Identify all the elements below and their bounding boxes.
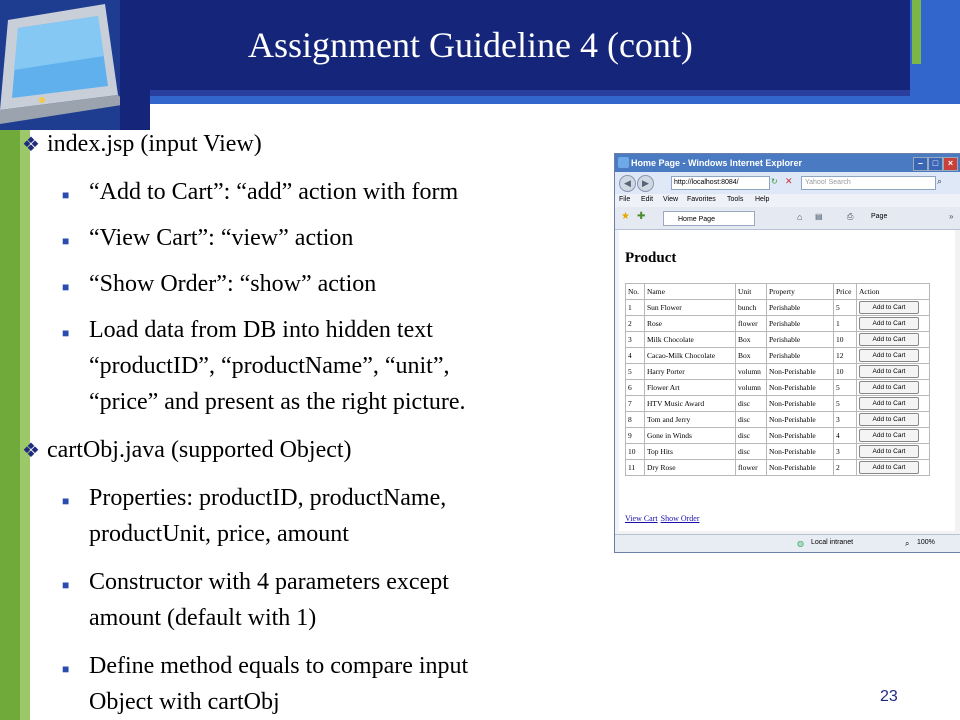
cell-unit: bunch [736, 300, 767, 316]
print-icon[interactable]: ⎙ [847, 212, 854, 221]
forward-icon[interactable]: ▶ [637, 175, 654, 192]
menu-file[interactable]: File [619, 196, 631, 203]
cell-price: 1 [834, 316, 857, 332]
table-row [626, 348, 930, 364]
menu-bar [615, 194, 960, 207]
back-icon[interactable]: ◀ [619, 175, 636, 192]
cell-no: 1 [626, 300, 645, 316]
cell-name: Top Hits [645, 444, 736, 460]
page-number: 23 [880, 688, 898, 705]
cell-unit: volumn [736, 380, 767, 396]
table-row [626, 332, 930, 348]
zoom-level[interactable]: 100% [917, 539, 935, 546]
ie-logo-icon [618, 157, 629, 168]
zoom-icon[interactable]: ⌕ [905, 539, 910, 548]
status-bar [615, 534, 960, 553]
table-row [626, 380, 930, 396]
square-bullet-icon: ■ [62, 662, 70, 676]
add-to-cart-button[interactable]: Add to Cart [859, 381, 919, 394]
cell-name: Rose [645, 316, 736, 332]
cell-price: 5 [834, 396, 857, 412]
cell-no: 6 [626, 380, 645, 396]
favorites-star-icon[interactable]: ★ [621, 211, 630, 222]
bullet-view-cart: “View Cart”: “view” action [89, 225, 354, 251]
square-bullet-icon: ■ [62, 326, 70, 340]
square-bullet-icon: ■ [62, 578, 70, 592]
cell-unit: disc [736, 444, 767, 460]
tab-bar [615, 207, 960, 230]
cell-action [857, 460, 930, 476]
bullet-load-data-line3: “price” and present as the right picture. [89, 389, 466, 415]
cell-price: 10 [834, 332, 857, 348]
table-row [626, 300, 930, 316]
cell-name: Harry Porter [645, 364, 736, 380]
slide-title: Assignment Guideline 4 (cont) [248, 25, 693, 65]
cell-action [857, 364, 930, 380]
table-row [626, 364, 930, 380]
search-icon[interactable]: ⌕ [937, 176, 943, 186]
cell-name: Milk Chocolate [645, 332, 736, 348]
cell-property: Non-Perishable [767, 380, 834, 396]
show-order-link[interactable]: Show Order [660, 514, 700, 523]
menu-view[interactable]: View [663, 196, 679, 203]
table-row [626, 396, 930, 412]
cell-no: 10 [626, 444, 645, 460]
cell-property: Perishable [767, 316, 834, 332]
cell-no: 3 [626, 332, 645, 348]
cell-action [857, 348, 930, 364]
cell-name: Gone in Winds [645, 428, 736, 444]
add-to-cart-button[interactable]: Add to Cart [859, 349, 919, 362]
cell-price: 5 [834, 380, 857, 396]
cell-property: Non-Perishable [767, 428, 834, 444]
cell-no: 11 [626, 460, 645, 476]
cell-price: 3 [834, 444, 857, 460]
view-cart-link[interactable]: View Cart [625, 514, 658, 523]
cell-price: 2 [834, 460, 857, 476]
cell-name: Sun Flower [645, 300, 736, 316]
table-row [626, 460, 930, 476]
add-to-cart-button[interactable]: Add to Cart [859, 333, 919, 346]
add-to-cart-button[interactable]: Add to Cart [859, 397, 919, 410]
bullet-index-jsp: index.jsp (input View) [47, 131, 262, 157]
bullet-constructor-line2: amount (default with 1) [89, 605, 317, 631]
tab-home-page[interactable]: Home Page [663, 211, 755, 226]
close-icon[interactable]: × [943, 157, 958, 171]
col-price: Price [834, 284, 857, 300]
cell-no: 2 [626, 316, 645, 332]
cell-unit: disc [736, 396, 767, 412]
browser-page [619, 230, 955, 531]
feeds-icon[interactable]: ▤ [815, 212, 823, 221]
product-table [625, 283, 930, 476]
cell-unit: disc [736, 412, 767, 428]
cell-action [857, 396, 930, 412]
menu-favorites[interactable]: Favorites [687, 196, 716, 203]
globe-icon: ◍ [797, 539, 804, 548]
stop-icon[interactable]: ✕ [785, 176, 793, 186]
diamond-bullet-icon: ❖ [22, 134, 40, 156]
add-to-cart-button[interactable]: Add to Cart [859, 301, 919, 314]
add-to-cart-button[interactable]: Add to Cart [859, 365, 919, 378]
home-icon[interactable]: ⌂ [797, 212, 803, 222]
more-icon[interactable]: » [949, 212, 954, 221]
menu-help[interactable]: Help [755, 196, 770, 203]
add-to-cart-button[interactable]: Add to Cart [859, 429, 919, 442]
menu-edit[interactable]: Edit [641, 196, 654, 203]
cell-unit: flower [736, 460, 767, 476]
browser-title-bar [615, 154, 960, 172]
browser-screenshot [614, 153, 960, 553]
cell-property: Perishable [767, 348, 834, 364]
square-bullet-icon: ■ [62, 280, 70, 294]
cell-action [857, 412, 930, 428]
bullet-constructor-line1: Constructor with 4 parameters except [89, 569, 449, 595]
diamond-bullet-icon: ❖ [22, 440, 40, 462]
refresh-icon[interactable]: ↻ [771, 177, 778, 186]
table-row [626, 316, 930, 332]
cell-price: 12 [834, 348, 857, 364]
table-row [626, 444, 930, 460]
cell-name: Flower Art [645, 380, 736, 396]
maximize-icon[interactable]: □ [928, 157, 943, 171]
col-unit: Unit [736, 284, 767, 300]
bullet-load-data-line1: Load data from DB into hidden text [89, 317, 433, 343]
cell-unit: volumn [736, 364, 767, 380]
cell-name: Dry Rose [645, 460, 736, 476]
cell-property: Non-Perishable [767, 412, 834, 428]
square-bullet-icon: ■ [62, 494, 70, 508]
bullet-add-to-cart: “Add to Cart”: “add” action with form [89, 179, 459, 205]
cell-price: 4 [834, 428, 857, 444]
search-input[interactable]: Yahoo! Search [801, 176, 936, 190]
bullet-equals-line2: Object with cartObj [89, 689, 280, 715]
cell-property: Perishable [767, 332, 834, 348]
cell-unit: disc [736, 428, 767, 444]
cell-name: Tom and Jerry [645, 412, 736, 428]
status-zone: Local intranet [811, 539, 854, 546]
cell-unit: Box [736, 332, 767, 348]
cell-price: 3 [834, 412, 857, 428]
cell-no: 8 [626, 412, 645, 428]
cell-unit: flower [736, 316, 767, 332]
bullet-properties-line2: productUnit, price, amount [89, 521, 349, 547]
cell-property: Non-Perishable [767, 444, 834, 460]
add-to-cart-button[interactable]: Add to Cart [859, 413, 919, 426]
bullet-show-order: “Show Order”: “show” action [89, 271, 377, 297]
cell-price: 5 [834, 300, 857, 316]
cell-price: 10 [834, 364, 857, 380]
browser-window-title: Home Page - Windows Internet Explorer [631, 158, 802, 168]
cell-name: Cacao-Milk Chocolate [645, 348, 736, 364]
cell-name: HTV Music Award [645, 396, 736, 412]
add-to-cart-button[interactable]: Add to Cart [859, 445, 919, 458]
cell-no: 7 [626, 396, 645, 412]
address-input[interactable]: http://localhost:8084/ [671, 176, 770, 190]
col-action: Action [857, 284, 930, 300]
add-to-cart-button[interactable]: Add to Cart [859, 461, 919, 474]
table-row [626, 428, 930, 444]
cell-no: 9 [626, 428, 645, 444]
cell-property: Perishable [767, 300, 834, 316]
square-bullet-icon: ■ [62, 234, 70, 248]
menu-tools[interactable]: Tools [727, 196, 744, 203]
cell-unit: Box [736, 348, 767, 364]
col-name: Name [645, 284, 736, 300]
add-to-cart-button[interactable]: Add to Cart [859, 317, 919, 330]
cell-action [857, 380, 930, 396]
bullet-cartobj-java: cartObj.java (supported Object) [47, 437, 352, 463]
col-no: No. [626, 284, 645, 300]
address-bar-row [615, 172, 960, 194]
square-bullet-icon: ■ [62, 188, 70, 202]
page-heading: Product [625, 250, 677, 266]
bullet-equals-line1: Define method equals to compare input [89, 653, 469, 679]
page-links [625, 514, 703, 523]
table-header-row [626, 284, 930, 300]
bullet-properties-line1: Properties: productID, productName, [89, 485, 447, 511]
cell-property: Non-Perishable [767, 364, 834, 380]
bullet-load-data-line2: “productID”, “productName”, “unit”, [89, 353, 450, 379]
table-row [626, 412, 930, 428]
cell-action [857, 300, 930, 316]
cell-action [857, 444, 930, 460]
cell-action [857, 316, 930, 332]
col-property: Property [767, 284, 834, 300]
cell-action [857, 428, 930, 444]
cell-property: Non-Perishable [767, 396, 834, 412]
add-favorite-icon[interactable]: ✚ [637, 211, 646, 222]
cell-action [857, 332, 930, 348]
cell-no: 5 [626, 364, 645, 380]
page-menu[interactable]: Page [871, 213, 888, 220]
cell-no: 4 [626, 348, 645, 364]
minimize-icon[interactable]: – [913, 157, 928, 171]
cell-property: Non-Perishable [767, 460, 834, 476]
